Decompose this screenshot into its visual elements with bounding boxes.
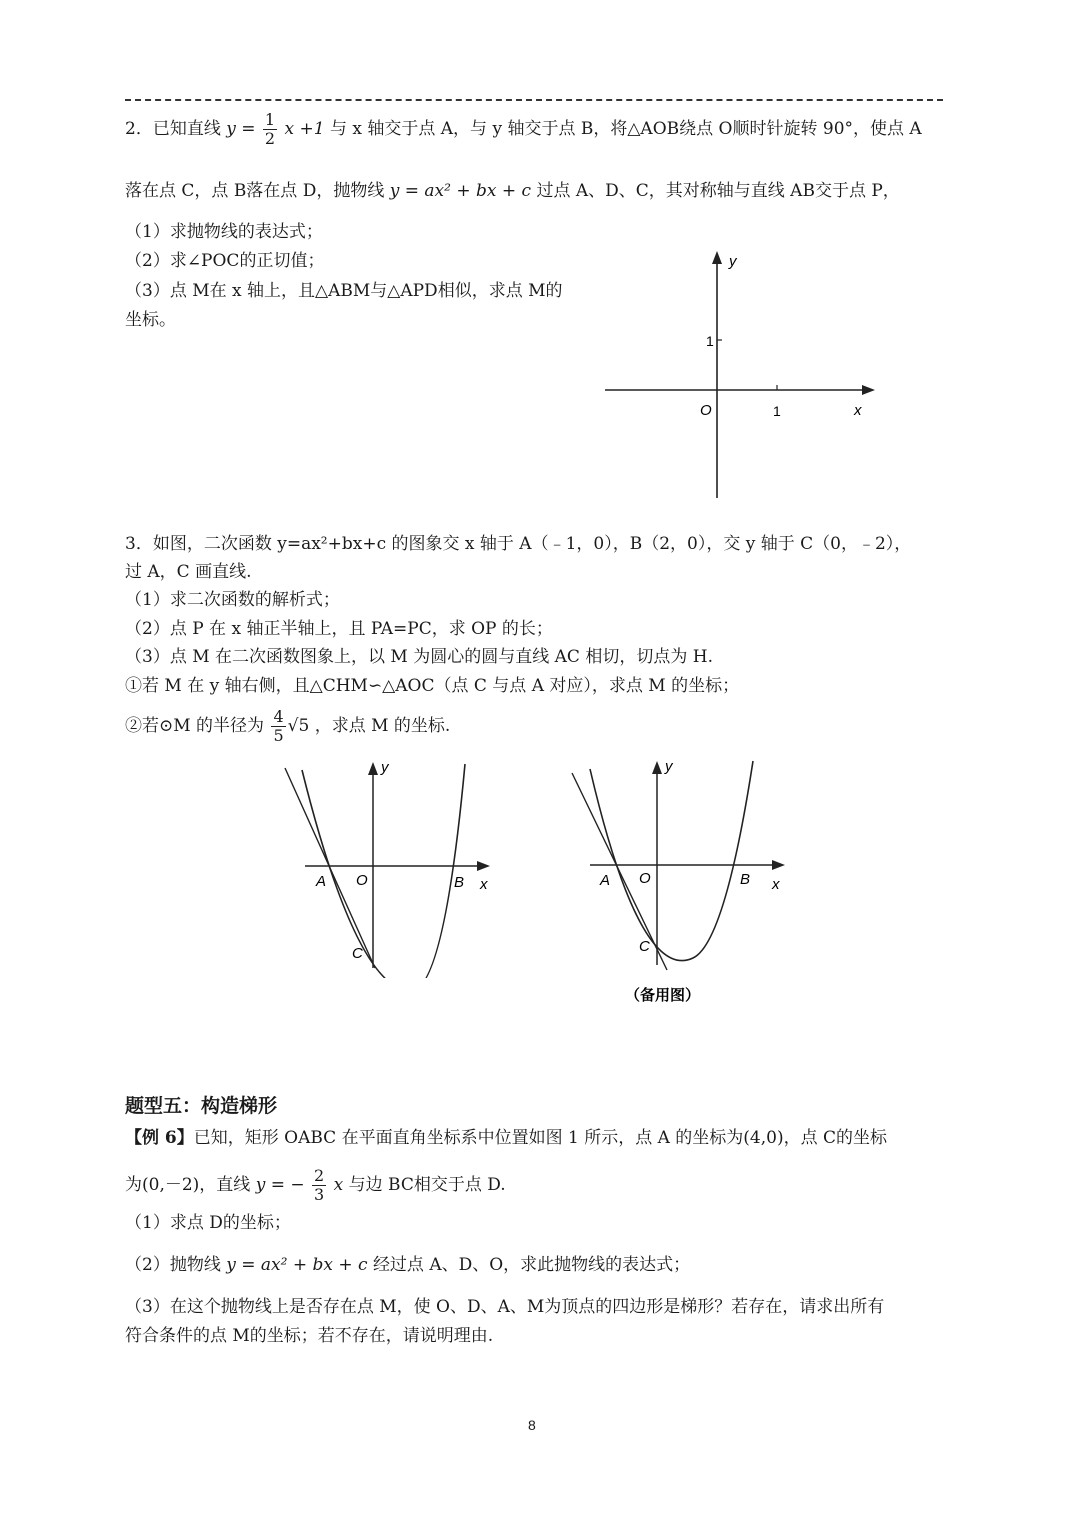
q3-part1: （1）求二次函数的解析式；	[125, 590, 340, 610]
example6-part1: （1）求点 D的坐标；	[125, 1213, 291, 1233]
example-tag: 【例 6】	[125, 1128, 194, 1148]
y-axis-arrow	[368, 762, 378, 775]
y-axis-label: y	[381, 759, 389, 776]
example6-part2: （2）抛物线 y = ax² + bx + c 经过点 A、D、O，求此抛物线的表达式；	[125, 1255, 691, 1275]
x-axis-arrow	[772, 860, 785, 870]
point-a-label: A	[600, 872, 611, 889]
point-a-label: A	[316, 873, 327, 890]
origin-label: O	[700, 402, 712, 419]
fraction-two-thirds: $\frac{2}{3}$	[314, 1166, 325, 1204]
q2-part1: （1）求抛物线的表达式；	[125, 222, 323, 242]
origin-label: O	[639, 870, 651, 887]
point-b-label: B	[454, 874, 465, 891]
y-axis-arrow	[652, 761, 662, 774]
line-ac	[572, 773, 667, 970]
x-tick-label: 1	[773, 403, 781, 419]
figure-caption: （备用图）	[625, 987, 701, 1004]
example6-line2: 为(0,－2)，直线 y = − $\frac{2}{3}$ x 与边 BC相交于点 D.	[125, 1166, 506, 1204]
q2-part3-cont: 坐标。	[125, 310, 176, 330]
section-heading: 题型五：构造梯形	[125, 1096, 278, 1117]
q3-line2: 过 A，C 画直线.	[125, 562, 252, 582]
q3-sub2: ②若⊙M 的半径为 $\frac{4}{5}$ √5 ，求点 M 的坐标.	[125, 707, 451, 745]
q2-line2: 落在点 C，点 B落在点 D，抛物线 y = ax² + bx + c 过点 A、D、C，其对称轴与直线 AB交于点 P，	[125, 181, 900, 201]
y-axis-label: y	[665, 758, 673, 775]
q2-line1: 2．已知直线 y = $\frac{1}{2}$ x +1 与 x 轴交于点 A，与 y 轴交于点 B，将△AOB绕点 O顺时针旋转 90°，使点 A	[125, 110, 922, 148]
point-b-label: B	[740, 871, 751, 888]
point-c-label: C	[352, 945, 363, 962]
page-number: 8	[528, 1417, 536, 1433]
q3-sub1: ①若 M 在 y 轴右侧，且△CHM∽△AOC（点 C 与点 A 对应），求点 M 的坐标；	[125, 676, 740, 696]
coordinate-axes-figure	[600, 245, 880, 505]
y-axis-arrow	[712, 251, 722, 264]
y-axis-label: y	[729, 253, 737, 270]
fraction-one-half: $\frac{1}{2}$	[264, 110, 276, 148]
line-ac	[285, 768, 375, 968]
parabola-figure	[280, 758, 500, 978]
example6-line1: 【例 6】已知，矩形 OABC 在平面直角坐标系中位置如图 1 所示，点 A 的坐标为(4,0)，点 C的坐标	[125, 1128, 888, 1148]
q3-line1: 3．如图，二次函数 y=ax²+bx+c 的图象交 x 轴于 A（﹣1，0），B（2，0），交 y 轴于 C（0，﹣2），	[125, 534, 912, 554]
q2-part2: （2）求∠POC的正切值；	[125, 251, 325, 271]
dashed-separator	[125, 99, 943, 101]
x-axis-arrow	[477, 861, 490, 871]
x-axis-label: x	[480, 876, 488, 893]
fraction-four-fifths: $\frac{4}{5}$	[273, 707, 284, 745]
point-c-label: C	[639, 938, 650, 955]
y-tick-label: 1	[706, 333, 714, 349]
parabola-backup-figure	[565, 755, 795, 1010]
example6-part3: （3）在这个抛物线上是否存在点 M，使 O、D、A、M为顶点的四边形是梯形？若存在，请求出所有	[125, 1297, 885, 1317]
x-axis-arrow	[862, 385, 875, 395]
parabola-curve	[302, 764, 465, 978]
example6-part3-cont: 符合条件的点 M的坐标；若不存在，请说明理由.	[125, 1326, 494, 1346]
x-axis-label: x	[772, 876, 780, 893]
origin-label: O	[356, 872, 368, 889]
q3-part2: （2）点 P 在 x 轴正半轴上，且 PA=PC，求 OP 的长；	[125, 619, 553, 639]
x-axis-label: x	[854, 402, 862, 419]
q2-part3: （3）点 M在 x 轴上，且△ABM与△APD相似，求点 M的	[125, 281, 563, 301]
q3-part3: （3）点 M 在二次函数图象上，以 M 为圆心的圆与直线 AC 相切，切点为 H.	[125, 647, 713, 667]
